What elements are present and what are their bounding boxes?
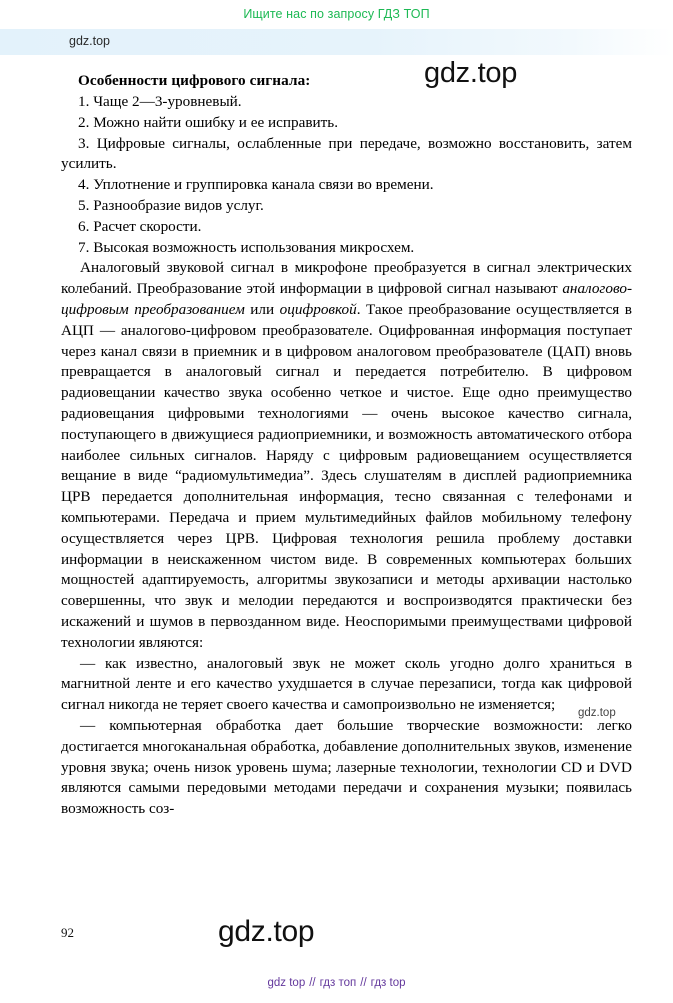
- footer-link-1[interactable]: gdz top: [267, 977, 306, 989]
- list-item: 4. Уплотнение и группировка канала связи во времени.: [78, 176, 434, 194]
- page-number: 92: [61, 925, 74, 940]
- watermark-middle: gdz.top: [578, 707, 616, 719]
- page-content: [61, 70, 632, 820]
- list-item: 2. Можно найти ошибку и ее исправить.: [78, 113, 338, 131]
- paragraph-text-segment: или: [244, 300, 280, 318]
- footer-link-3[interactable]: гдз top: [370, 977, 406, 989]
- paragraph-text-segment: Аналоговый звуковой сигнал в микрофоне преобразуется в сигнал электрических колебаний. Преобразование этой информации в цифровой сигнал называют: [61, 259, 632, 298]
- emphasis-term-1: аналогово-цифровым преобразованием: [61, 280, 632, 318]
- list-item: 3. Цифровые сигналы, ослабленные при передаче, возможно восстановить, затем усилить.: [61, 134, 632, 173]
- promo-text: Ищите нас по запросу ГДЗ ТОП: [243, 7, 430, 21]
- watermark-bottom: gdz.top: [218, 915, 315, 948]
- list-item: 7. Высокая возможность использования микросхем.: [78, 238, 415, 256]
- body-paragraph-2: — как известно, аналоговый звук не может сколь угодно долго храниться в магнитной ленте и его качество ухудшается в случае перезаписи, тогда как цифровой сигнал никогда не теряет своего качества и самопроизвольно не изменяется;: [61, 654, 632, 714]
- section-heading: Особенности цифрового сигнала:: [78, 72, 311, 89]
- list-item: 6. Расчет скорости.: [78, 217, 202, 235]
- list-item: 1. Чаще 2—3-уровневый.: [78, 93, 242, 110]
- body-paragraph-1: [61, 258, 632, 653]
- footer-separator: //: [360, 977, 367, 989]
- emphasis-term-2: оцифровкой: [279, 300, 357, 318]
- watermark-top: gdz.top: [424, 57, 518, 89]
- footer-link-2[interactable]: гдз топ: [319, 977, 357, 989]
- site-band-label: gdz.top: [69, 34, 111, 48]
- footer-links: [0, 977, 673, 989]
- list-item: 5. Разнообразие видов услуг.: [78, 196, 264, 214]
- paragraph-text-segment: . Такое преобразование осуществляется в АЦП — аналогово-цифровом преобразователе. Оцифрованная информация поступает через канал связи в приемник и в цифровом аналоговом преобразователе (ЦАП) вновь превращается в аналоговый сигнал и передается потребителю. В цифровом радиовещании качество звука особенно четкое и чистое. Еще одно преимущество радиовещания цифровыми технологиями — очень высокое качество сигнала, поступающего в движущиеся радиоприемники, и возможность автоматического отбора наиболее сильных сигналов. Наряду с цифровым радиовещанием осуществляется вещание в виде “радиомультимедиа”. Здесь слушателям в дисплей радиоприемника ЦРВ передается дополнительная информация, тесно связанная с телефонами и компьютерами. Передача и прием мультимедийных файлов мобильному телефону осуществляется через ЦРВ. Цифровая технология решила проблему доставки информации в неискаженном чистом виде. В современных компьютерах больших мощностей адаптируемость, алгоритмы звукозаписи и методы архивации настолько совершенны, что звук и мелодии передаются и воспроизводятся практически без искажений и шумов в первозданном виде. Неоспоримыми преимуществами цифровой технологии являются:: [61, 300, 632, 651]
- body-paragraph-3: — компьютерная обработка дает большие творческие возможности: легко достигается многоканальная обработка, добавление дополнительных звуков, изменение уровня звука; очень низок уровень шума; лазерные технологии, технологии CD и DVD являются самыми передовыми методами передачи и сохранения музыки; появилась возможность соз-: [61, 716, 632, 818]
- promo-banner: [0, 0, 673, 28]
- footer-separator: //: [309, 977, 316, 989]
